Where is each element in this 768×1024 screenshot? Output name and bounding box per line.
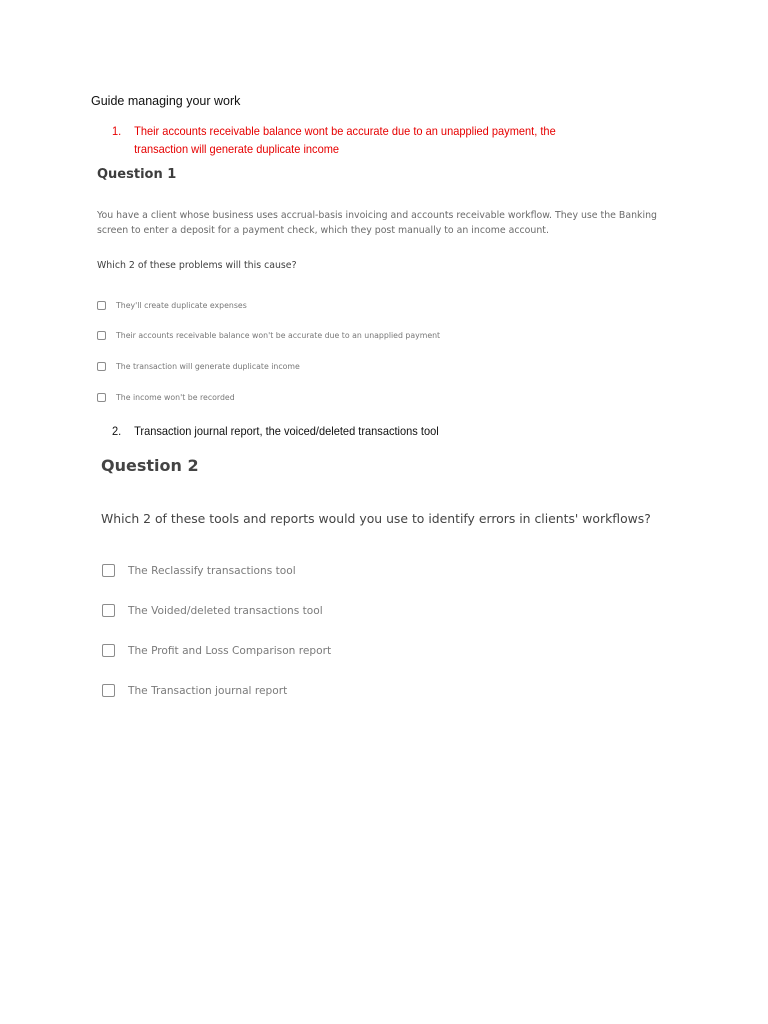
answer-1-text-line-1: Their accounts receivable balance wont be accurate due to an unapplied payment, the — [134, 124, 556, 138]
checkbox[interactable] — [102, 564, 115, 577]
option-label: The Voided/deleted transactions tool — [128, 604, 323, 617]
answer-2-text-line-1: Transaction journal report, the voiced/deleted transactions tool — [134, 424, 439, 438]
checkbox[interactable] — [102, 684, 115, 697]
option-label: The Transaction journal report — [128, 684, 288, 697]
question-1-question: Which 2 of these problems will this cause? — [97, 260, 297, 271]
question-2-option-2[interactable] — [102, 604, 323, 617]
question-1-option-2[interactable] — [97, 331, 440, 340]
answer-1-line-1 — [112, 122, 627, 140]
checkbox[interactable] — [102, 604, 115, 617]
question-1-prompt — [97, 208, 697, 238]
question-1-prompt-line-1: You have a client whose business uses accrual-basis invoicing and accounts receivable workflow. They use the Banking — [97, 210, 657, 221]
answer-2-line-1 — [112, 422, 627, 440]
option-label: Their accounts receivable balance won't be accurate due to an unapplied payment — [116, 331, 441, 340]
option-label: The transaction will generate duplicate income — [116, 362, 300, 371]
question-2-option-1[interactable] — [102, 564, 296, 577]
checkbox[interactable] — [97, 301, 106, 310]
document-title: Guide managing your work — [91, 94, 241, 108]
question-2-heading: Question 2 — [101, 456, 199, 475]
question-2-option-4[interactable] — [102, 684, 287, 697]
checkbox[interactable] — [97, 362, 106, 371]
question-1-heading: Question 1 — [97, 167, 177, 182]
checkbox[interactable] — [102, 644, 115, 657]
question-1-option-4[interactable] — [97, 393, 235, 402]
option-label: The Profit and Loss Comparison report — [128, 644, 332, 657]
option-label: They'll create duplicate expenses — [116, 301, 247, 310]
option-label: The income won't be recorded — [116, 393, 235, 402]
question-1-option-1[interactable] — [97, 301, 247, 310]
question-2-question: Which 2 of these tools and reports would you use to identify errors in clients' workflows? — [101, 511, 651, 526]
question-1-option-3[interactable] — [97, 362, 300, 371]
answer-2 — [112, 422, 627, 440]
answer-1 — [112, 122, 627, 158]
checkbox[interactable] — [97, 331, 106, 340]
question-1-prompt-line-2: screen to enter a deposit for a payment check, which they post manually to an income account. — [97, 225, 549, 236]
answer-1-number: 1. — [112, 124, 122, 138]
checkbox[interactable] — [97, 393, 106, 402]
answer-2-number: 2. — [112, 424, 122, 438]
answer-1-text-line-2: transaction will generate duplicate income — [134, 142, 340, 156]
question-2-option-3[interactable] — [102, 644, 331, 657]
option-label: The Reclassify transactions tool — [128, 564, 296, 577]
